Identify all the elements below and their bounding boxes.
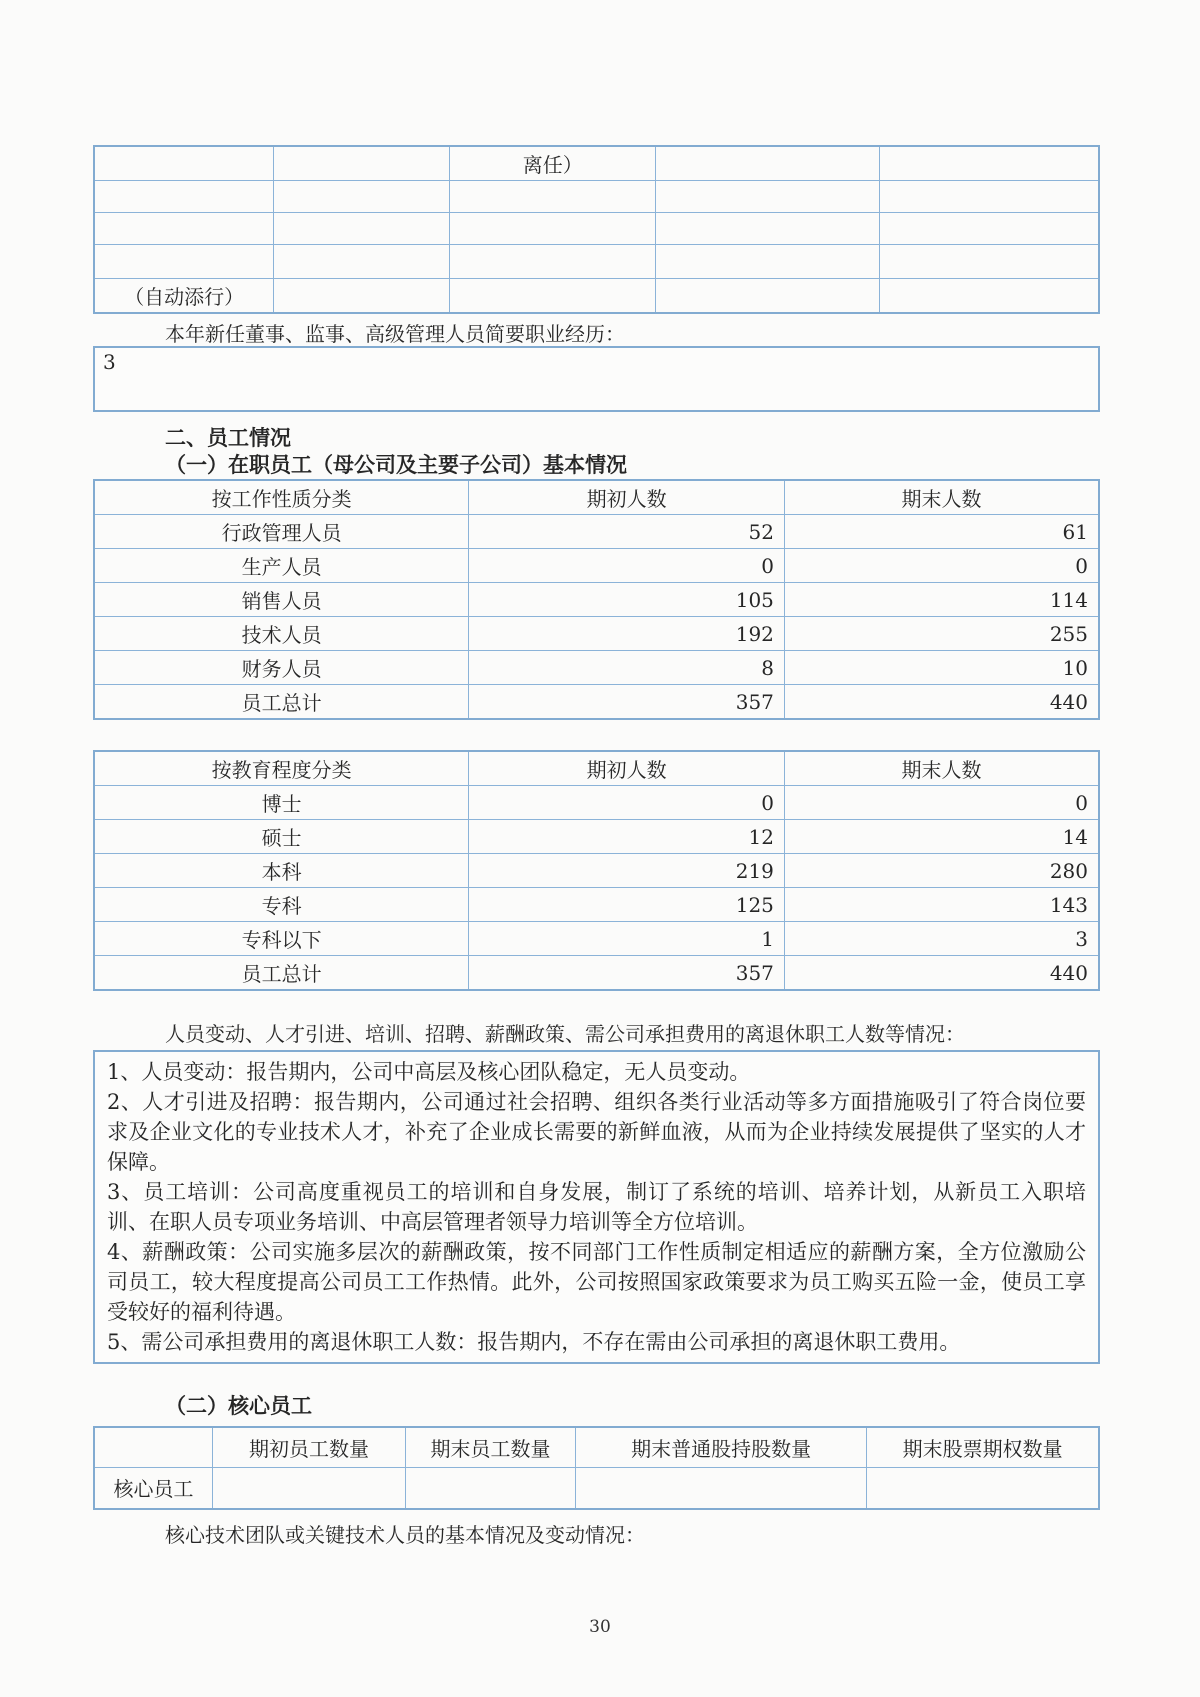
total-value: 440 — [784, 685, 1099, 720]
table-row — [94, 181, 1099, 213]
row-label: 博士 — [94, 786, 469, 820]
value-cell: 1 — [469, 922, 785, 956]
empty-cell — [867, 1467, 1099, 1509]
page-content — [93, 145, 1100, 1548]
row-label: 专科 — [94, 888, 469, 922]
total-value: 357 — [469, 956, 785, 991]
table-row — [94, 786, 1099, 820]
empty-cell — [274, 146, 450, 181]
hr-note-item-5: 5、需公司承担费用的离退休职工人数：报告期内，不存在需由公司承担的离退休职工费用。 — [107, 1330, 961, 1354]
value-cell: 0 — [784, 549, 1099, 583]
value-cell: 105 — [469, 583, 785, 617]
table-row — [94, 922, 1099, 956]
empty-cell — [274, 245, 450, 279]
row-label: 核心员工 — [94, 1467, 213, 1509]
value-cell: 114 — [784, 583, 1099, 617]
hr-note-item-2: 2、人才引进及招聘：报告期内，公司通过社会招聘、组织各类行业活动等多方面措施吸引了符合岗位要求及企业文化的专业技术人才，补充了企业成长需要的新鲜血液，从而为企业持续发展提供了坚实的人才保障。 — [107, 1090, 1086, 1174]
row-label: 技术人员 — [94, 617, 469, 651]
table-header-row — [94, 1427, 1099, 1467]
empty-cell — [94, 1427, 213, 1467]
empty-cell — [406, 1467, 576, 1509]
row-label: 硕士 — [94, 820, 469, 854]
empty-cell — [656, 245, 880, 279]
row-label: 行政管理人员 — [94, 515, 469, 549]
column-header: 按教育程度分类 — [94, 751, 469, 786]
value-cell: 0 — [784, 786, 1099, 820]
column-header: 期初人数 — [469, 751, 785, 786]
section-title-employees: 二、员工情况 — [165, 425, 291, 450]
hr-notes-box — [93, 1050, 1100, 1364]
table-row — [94, 583, 1099, 617]
empty-cell — [450, 279, 656, 314]
table-row — [94, 213, 1099, 245]
empty-cell — [94, 245, 274, 279]
empty-cell — [94, 213, 274, 245]
empty-cell — [274, 213, 450, 245]
hr-notes-caption: 人员变动、人才引进、培训、招聘、薪酬政策、需公司承担费用的离退休职工人数等情况： — [165, 1022, 965, 1046]
row-label: 专科以下 — [94, 922, 469, 956]
column-header: 期末人数 — [784, 751, 1099, 786]
table-row — [94, 279, 1099, 314]
empty-cell — [656, 213, 880, 245]
column-header: 期末人数 — [784, 480, 1099, 515]
column-header: 期初人数 — [469, 480, 785, 515]
empty-cell — [450, 213, 656, 245]
column-header: 按工作性质分类 — [94, 480, 469, 515]
value-cell: 10 — [784, 651, 1099, 685]
row-label: 生产人员 — [94, 549, 469, 583]
table-row — [94, 515, 1099, 549]
total-value: 357 — [469, 685, 785, 720]
value-cell: 61 — [784, 515, 1099, 549]
table-row — [94, 146, 1099, 181]
column-header: 期末股票期权数量 — [867, 1427, 1099, 1467]
value-cell: 125 — [469, 888, 785, 922]
value-cell: 255 — [784, 617, 1099, 651]
empty-cell — [213, 1467, 406, 1509]
value-cell: 0 — [469, 786, 785, 820]
empty-cell — [880, 279, 1099, 314]
career-history-box — [93, 346, 1100, 412]
value-cell: 280 — [784, 854, 1099, 888]
value-cell: 12 — [469, 820, 785, 854]
total-label: 员工总计 — [94, 956, 469, 991]
subsection-title-core-employees: （二）核心员工 — [165, 1393, 312, 1418]
career-history-box-text: 3 — [103, 350, 116, 374]
table-total-row — [94, 956, 1099, 991]
career-history-caption: 本年新任董事、监事、高级管理人员简要职业经历： — [165, 322, 625, 346]
empty-cell — [880, 213, 1099, 245]
empty-cell — [880, 181, 1099, 213]
value-cell: 0 — [469, 549, 785, 583]
column-header: 期末员工数量 — [406, 1427, 576, 1467]
education-level-table — [93, 750, 1100, 991]
empty-cell — [94, 146, 274, 181]
column-header: 期初员工数量 — [213, 1427, 406, 1467]
table-total-row — [94, 685, 1099, 720]
departure-cell: 离任） — [450, 146, 656, 181]
table-row — [94, 245, 1099, 279]
table-header-row — [94, 480, 1099, 515]
value-cell: 52 — [469, 515, 785, 549]
row-label: 销售人员 — [94, 583, 469, 617]
empty-cell — [450, 181, 656, 213]
auto-add-row-cell: （自动添行） — [94, 279, 274, 314]
page-number: 30 — [589, 1617, 611, 1637]
hr-note-item-3: 3、员工培训：公司高度重视员工的培训和自身发展，制订了系统的培训、培养计划，从新员工入职培训、在职人员专项业务培训、中高层管理者领导力培训等全方位培训。 — [107, 1180, 1086, 1234]
empty-cell — [575, 1467, 866, 1509]
table-row — [94, 617, 1099, 651]
empty-cell — [656, 146, 880, 181]
value-cell: 192 — [469, 617, 785, 651]
table-row — [94, 549, 1099, 583]
value-cell: 14 — [784, 820, 1099, 854]
row-label: 本科 — [94, 854, 469, 888]
table-row — [94, 1467, 1099, 1509]
table-row — [94, 888, 1099, 922]
job-nature-table — [93, 479, 1100, 720]
empty-cell — [880, 245, 1099, 279]
directors-table — [93, 145, 1100, 314]
empty-cell — [274, 181, 450, 213]
subsection-title-active-employees: （一）在职员工（母公司及主要子公司）基本情况 — [165, 452, 627, 477]
total-value: 440 — [784, 956, 1099, 991]
table-row — [94, 651, 1099, 685]
value-cell: 143 — [784, 888, 1099, 922]
empty-cell — [656, 279, 880, 314]
row-label: 财务人员 — [94, 651, 469, 685]
core-employees-table — [93, 1426, 1100, 1510]
value-cell: 3 — [784, 922, 1099, 956]
table-row — [94, 820, 1099, 854]
hr-note-item-1: 1、人员变动：报告期内，公司中高层及核心团队稳定，无人员变动。 — [107, 1060, 751, 1084]
total-label: 员工总计 — [94, 685, 469, 720]
core-team-caption: 核心技术团队或关键技术人员的基本情况及变动情况： — [165, 1523, 645, 1547]
table-row — [94, 854, 1099, 888]
column-header: 期末普通股持股数量 — [575, 1427, 866, 1467]
empty-cell — [94, 181, 274, 213]
value-cell: 8 — [469, 651, 785, 685]
value-cell: 219 — [469, 854, 785, 888]
empty-cell — [450, 245, 656, 279]
empty-cell — [274, 279, 450, 314]
hr-note-item-4: 4、薪酬政策：公司实施多层次的薪酬政策，按不同部门工作性质制定相适应的薪酬方案，全方位激励公司员工，较大程度提高公司员工工作热情。此外，公司按照国家政策要求为员工购买五险一金，使员工享受较好的福利待遇。 — [107, 1240, 1086, 1324]
empty-cell — [656, 181, 880, 213]
empty-cell — [880, 146, 1099, 181]
table-header-row — [94, 751, 1099, 786]
